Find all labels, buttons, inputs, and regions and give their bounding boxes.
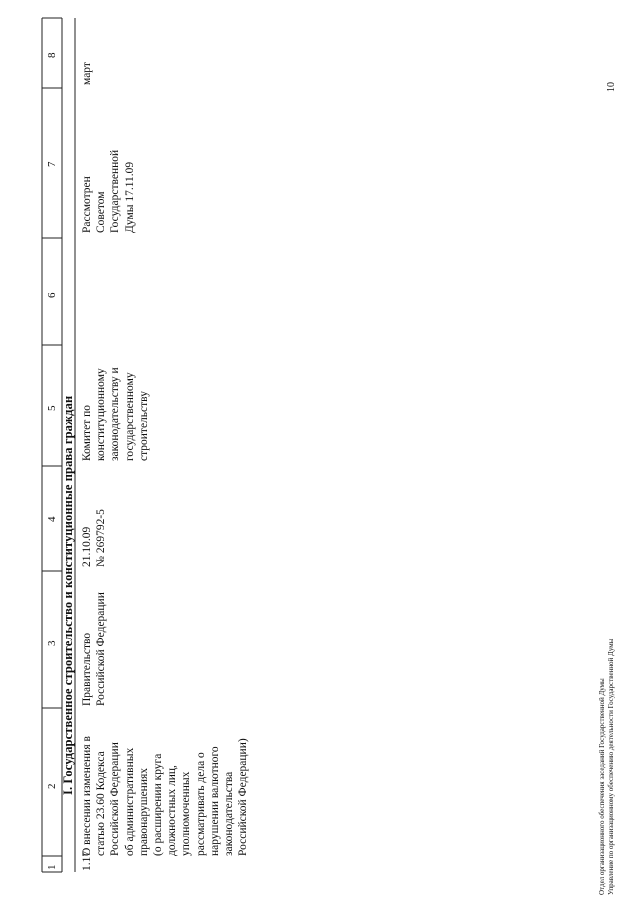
page-number: 10 xyxy=(606,82,617,92)
committee: Комитет по конституционному законодательству и государственному строительству xyxy=(81,367,150,461)
term: март xyxy=(81,62,93,85)
col-header-3: 3 xyxy=(46,640,58,646)
col-header-6: 6 xyxy=(46,292,58,298)
registration: 21.10.09 № 269792-5 xyxy=(81,509,108,567)
col-header-1: 1 xyxy=(46,864,58,870)
col-header-5: 5 xyxy=(46,405,58,411)
col-header-8: 8 xyxy=(46,52,58,58)
col-header-4: 4 xyxy=(46,516,58,522)
initiator: Правительство Российской Федерации xyxy=(81,592,108,706)
status: Рассмотрен Советом Государственной Думы 17.11.09 xyxy=(81,149,136,233)
row-number: 1.17 xyxy=(81,850,93,871)
col-header-7: 7 xyxy=(46,161,58,167)
col-header-2: 2 xyxy=(46,783,58,789)
section-title: I. Государственное строительство и конституционные права граждан xyxy=(61,395,75,795)
bill-title: О внесении изменения в статью 23.60 Кодекса Российской Федерации об административных правонарушениях (о расширении круга должностных лиц, уполномоченных рассматривать дела о нарушении валютного законодательства Российской Федерации) xyxy=(81,736,250,856)
footer: Отдел организационного обеспечения заседаний Государственной Думы Управление по организационному обеспечению деятельности Государственной Думы xyxy=(598,638,615,895)
